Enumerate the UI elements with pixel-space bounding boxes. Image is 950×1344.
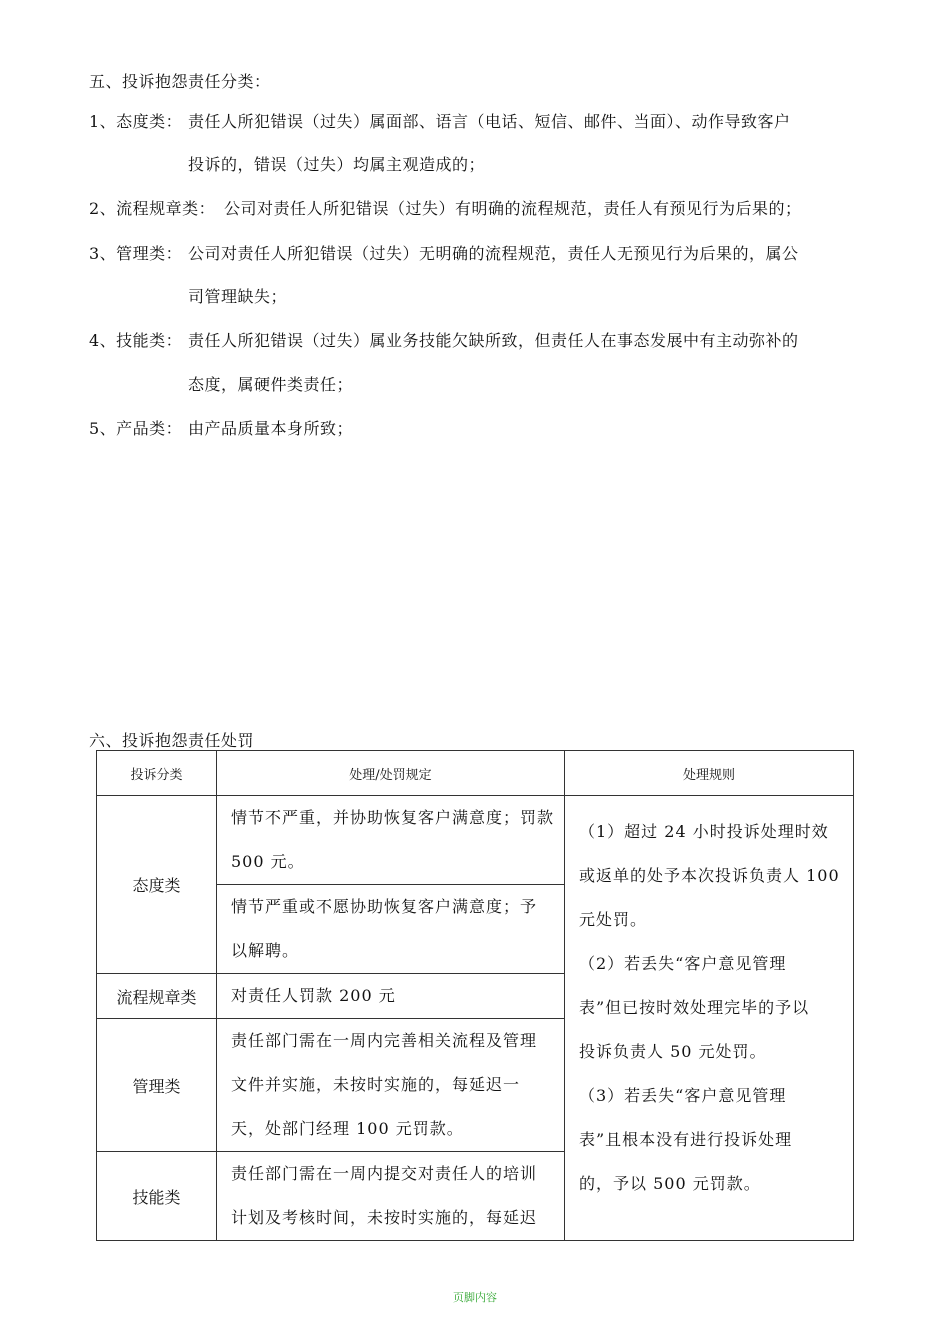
page-footer: 页脚内容 — [453, 1291, 497, 1304]
category-attitude: 态度类 — [97, 796, 217, 974]
item3-line1: 公司对责任人所犯错误（过失）无明确的流程规范，责任人无预见行为后果的，属公 — [188, 244, 799, 263]
rule-skill-line2: 计划及考核时间，未按时实施的，每延迟 — [231, 1208, 538, 1227]
rule-management-line1: 责任部门需在一周内完善相关流程及管理 — [231, 1031, 538, 1050]
table-row — [97, 796, 854, 885]
rule-management — [217, 1019, 565, 1152]
category-management: 管理类 — [97, 1019, 217, 1152]
rule-attitude-severe-line2: 以解聘。 — [231, 941, 300, 960]
item3-line2: 司管理缺失； — [188, 287, 288, 306]
section5-title: 五、投诉抱怨责任分类： — [89, 72, 271, 91]
category-skill: 技能类 — [97, 1152, 217, 1241]
rule-skill — [217, 1152, 565, 1241]
handling-rule-line: 的，予以 500 元罚款。 — [579, 1174, 761, 1193]
rule-attitude-mild-line2: 500 元。 — [231, 852, 305, 871]
rule-attitude-mild-line1: 情节不严重，并协助恢复客户满意度；罚款 — [231, 808, 555, 827]
category-process: 流程规章类 — [97, 974, 217, 1019]
item1-line2: 投诉的，错误（过失）均属主观造成的； — [188, 155, 486, 174]
header-category: 投诉分类 — [97, 751, 217, 796]
handling-rule-line: （3）若丢失“客户意见管理 — [579, 1086, 787, 1105]
header-handling-rules: 处理规则 — [565, 751, 854, 796]
handling-rules-cell — [565, 796, 854, 1241]
handling-rule-line: （2）若丢失“客户意见管理 — [579, 954, 787, 973]
penalty-table — [96, 750, 854, 1241]
item2-line1: 公司对责任人所犯错误（过失）有明确的流程规范，责任人有预见行为后果的； — [224, 199, 802, 218]
handling-rule-line: 元处罚。 — [579, 910, 648, 929]
handling-rule-line: 表”且根本没有进行投诉处理 — [579, 1130, 793, 1149]
rule-process: 对责任人罚款 200 元 — [217, 974, 565, 1019]
item5-line1: 由产品质量本身所致； — [188, 419, 354, 438]
rule-attitude-mild — [217, 796, 565, 885]
header-regulation: 处理/处罚规定 — [217, 751, 565, 796]
item4-line2: 态度，属硬件类责任； — [188, 375, 354, 394]
section6-title: 六、投诉抱怨责任处罚 — [89, 731, 255, 750]
item1-line1: 责任人所犯错误（过失）属面部、语言（电话、短信、邮件、当面）、动作导致客户 — [188, 112, 791, 131]
handling-rule-line: 投诉负责人 50 元处罚。 — [579, 1042, 767, 1061]
rule-management-line2: 文件并实施，未按时实施的，每延迟一 — [231, 1075, 521, 1094]
rule-management-line3: 天，处部门经理 100 元罚款。 — [231, 1119, 464, 1138]
item4-label: 4、技能类： — [89, 331, 183, 350]
table-header-row — [97, 751, 854, 796]
rule-attitude-severe-line1: 情节严重或不愿协助恢复客户满意度；予 — [231, 897, 538, 916]
handling-rule-line: 或返单的处予本次投诉负责人 100 — [579, 866, 840, 885]
rule-skill-line1: 责任部门需在一周内提交对责任人的培训 — [231, 1164, 538, 1183]
item4-line1: 责任人所犯错误（过失）属业务技能欠缺所致，但责任人在事态发展中有主动弥补的 — [188, 331, 799, 350]
item1-label: 1、态度类： — [89, 112, 183, 131]
rule-attitude-severe — [217, 885, 565, 974]
item5-label: 5、产品类： — [89, 419, 183, 438]
item2-label: 2、流程规章类： — [89, 199, 216, 218]
handling-rule-line: （1）超过 24 小时投诉处理时效 — [579, 822, 829, 841]
item3-label: 3、管理类： — [89, 244, 183, 263]
handling-rule-line: 表”但已按时效处理完毕的予以 — [579, 998, 810, 1017]
